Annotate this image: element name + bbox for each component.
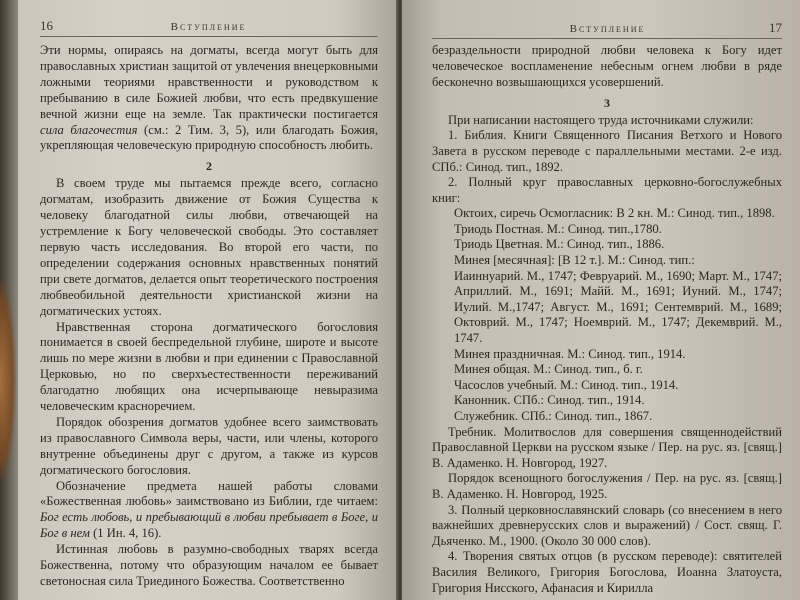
left-running-head <box>40 18 378 37</box>
liturgical-book: Иаиннуарий. М., 1747; Февруарий. М., 1690; Март. М., 1747; Априллий. М., 1691; Майй. М., 1691; Иуний. М., 1747; Иулий. М.,1747; Август. М., 1691; Сентемврий. М., 1689; Октоврий. М., 1747; Ноемврий. М., 1747; Декемврий. М., 1747. <box>454 268 782 346</box>
source-item-1: 1. Библия. Книги Священного Писания Ветхого и Нового Завета в русском переводе с параллельными местами. 2-е изд. СПб.: Синод. тип., 1892. <box>432 128 782 174</box>
liturgical-book: Служебник. СПб.: Синод. тип., 1867. <box>454 409 653 423</box>
right-running-head <box>432 20 782 39</box>
source-item-3: 3. Полный церковнославянский словарь (со внесением в него важнейших древнерусских слов и выражений) / Сост. свящ. Г. Дьяченко. М., 1900. (Около 30 000 слов). <box>432 502 782 548</box>
vsenoshchnaya-entry: Порядок всенощного богослужения / Пер. на рус. яз. [свящ.] В. Адаменко. Н. Новгород, 1925. <box>432 471 782 501</box>
liturgical-book: Триодь Постная. М.: Синод. тип.,1780. <box>454 221 662 236</box>
left-paragraph-4: Обозначение предмета нашей работы словами «Божественная любовь» заимствовано из Библии, где читаем: Бог есть любовь, и пребывающий в любви пребывает в Боге, и Бог в нем (1 Ин. 4, 16). <box>40 478 378 541</box>
source-item-2: 2. Полный круг православных церковно-богослужебных книг: <box>432 175 782 205</box>
left-intro-paragraph: Эти нормы, опираясь на догматы, всегда могут быть для православных христиан защитой от увлечения внецерковными ложными теориями нравственности и руководством к пребыванию в силе Божией любви, что есть предвкушение вечной жизни еще на земле. Так практически постигается сила благочестия (см.: 2 Тим. 3, 5), или благодать Божия, укрепляющая человеческую природную способность любить. <box>40 43 378 153</box>
left-paragraph-1: В своем труде мы пытаемся прежде всего, согласно догматам, изобразить движение от Божия Существа к человеку благодатной силы любви, отвечающей на устремление к Богу человеческой свободы. Это составляет первую часть исследования. Во второй его части, по определении содержания основных нравственных понятий при свете догматов, делается опыт теоретического построения любвеобильной деятельности христианской жизни на догматических устоях. <box>40 176 378 318</box>
liturgical-book: Минея [месячная]: [В 12 т.]. М.: Синод. тип.: <box>454 253 695 268</box>
right-page <box>402 0 800 600</box>
liturgical-book: Триодь Цветная. М.: Синод. тип., 1886. <box>454 237 665 252</box>
left-paragraph-5: Истинная любовь в разумно-свободных тварях всегда Божественна, потому что образующим началом ее бывает светоносная сила Триединого Божества. Соответственно <box>40 542 378 588</box>
sources-list <box>432 113 782 596</box>
left-paragraph-2: Нравственная сторона догматического богословия понимается в своей беспредельной глубине, широте и высоте лишь по мере жизни в любви и при единении с Православной Церковью, но по сверхъестественности переживаний благодатно любящих она исчерпывающе невыразима человеческим красноречием. <box>40 319 378 414</box>
left-page-number: 16 <box>40 18 53 33</box>
trebnik-entry: Требник. Молитвослов для совершения священнодействий Православной Церкви на русском языке / Пер. на рус. яз. [свящ.] В. Адаменко. Н. Новгород, 1927. <box>432 424 782 470</box>
liturgical-book: Минея праздничная. М.: Синод. тип., 1914. <box>454 346 686 361</box>
left-page <box>0 0 398 600</box>
liturgical-book: Октоих, сиречь Осмогласник: В 2 кн. М.: Синод. тип., 1898. <box>454 206 775 221</box>
left-section-number: 2 <box>206 159 212 174</box>
sources-intro: При написании настоящего труда источниками служили: <box>448 112 754 127</box>
right-continued-paragraph: безраздельности природной любви человека к Богу идет человеческое воспламенение небесным огнем любви в ряде бесконечно возвышающихся усовершений. <box>432 43 782 89</box>
thumb-holding-book <box>0 280 16 480</box>
source-item-4: 4. Творения святых отцов (в русском переводе): святителей Василия Великого, Григория Богослова, Иоанна Златоуста, Григория Нисского, Афанасия и Кирилла <box>432 549 782 595</box>
liturgical-book: Минея общая. М.: Синод. тип., б. г. <box>454 362 643 377</box>
right-running-title: Вступление <box>569 23 646 35</box>
left-running-title: Вступление <box>170 21 247 33</box>
right-page-number: 17 <box>768 20 782 35</box>
liturgical-book: Канонник. СПб.: Синод. тип., 1914. <box>454 393 645 408</box>
liturgical-book: Часослов учебный. М.: Синод. тип., 1914. <box>454 377 679 392</box>
right-section-number: 3 <box>604 95 610 110</box>
left-paragraph-3: Порядок обозрения догматов удобнее всего заимствовать из православного Символа веры, части, или члены, которого внутренне объединены друг с другом, а также из курсов догматического богословия. <box>40 414 378 477</box>
